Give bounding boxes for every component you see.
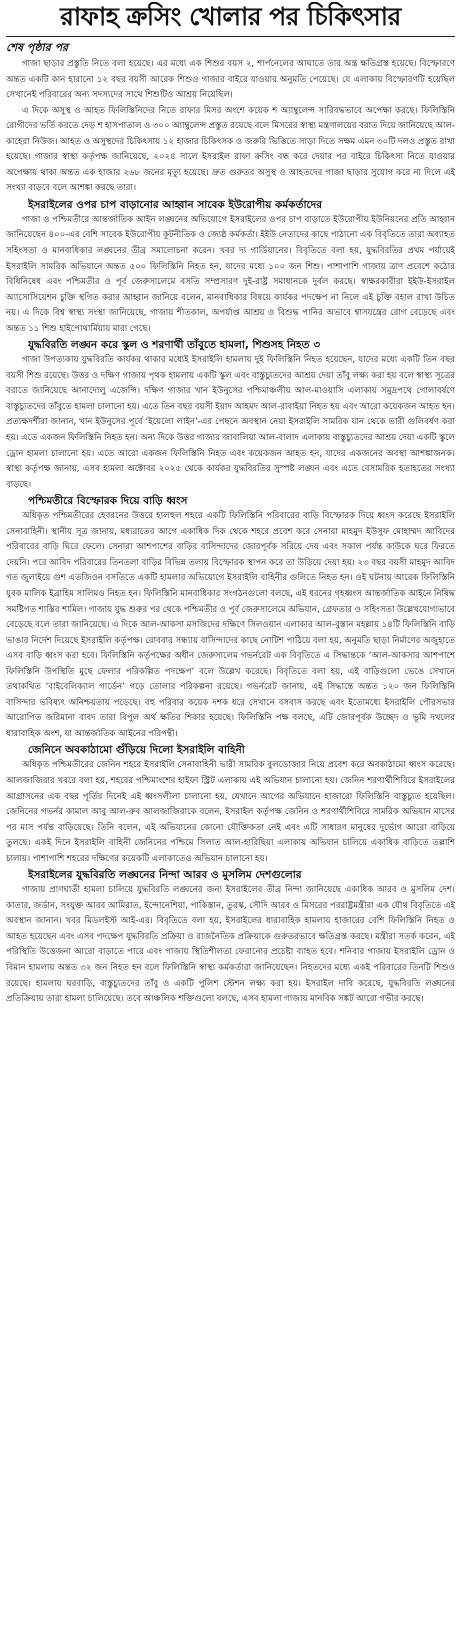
- article-paragraph: অধিকৃত পশ্চিমতীরের জেনিন শহরে ইসরাইলি সেনাবাহিনী ভারী সামরিক বুলডোজার নিয়ে প্রবেশ করে অবকাঠামো ধ্বংস করেছে। আলজাজিরার খবরে বলা হয়, শহরের পশ্চিমাংশের হাইফা স্ট্রিট এলাকায় এই অভিযান চালানো হয়। জেনিন শরণার্থীশিবিরে ইসরাইলের আগ্রাসনের এক বছর পূর্তির দিনেই এই ধ্বংসলীলা চালানো হয়, যেখানে আগের অভিযানে হাজারো ফিলিস্তিনি বাস্তুচ্যুত হয়েছিল। জেনিনের গভর্নর কামাল আবু আল-রুব আলজাজিরাকে বলেন, ইসরাইল কর্তৃপক্ষ জেনিন ও শরণার্থীশিবিরে সামরিক অভিযান মাসের পর মাস পর্যন্ত বাড়িয়েছে। তিনি বলেন, এই অভিযানের কোনো যৌক্তিকতা নেই এবং এটি সাধারণ মানুষের দুর্ভোগ আরো বাড়িয়ে তুলছে। একই দিনে ইসরাইলি বাহিনী জেনিনের পশ্চিমে সিলাত আল-হারিছিয়া এলাকায় অভিযান চালিয়ে একাধিক বাড়িতে তল্লাশি চালায়। পাশাপাশি শহরের দক্ষিণের কয়েকটি এলাকাতেও অভিযান চালানো হয়।: [6, 760, 455, 864]
- article-paragraph: গাজা উপত্যকায় যুদ্ধবিরতি কার্যকর থাকার মধ্যেই ইসরাইলি হামলায় দুই ফিলিস্তিনি নিহত হয়েছেন, যাদের মধ্যে একটি তিন বছর বয়সী শিশু রয়েছে। উত্তর ও দক্ষিণ গাজায় পৃথক হামলায় একটি স্কুল এবং বাস্তুচ্যুতদের আশ্রয় দেয়া তাঁবু লক্ষ্য করা হয় বলে স্বাস্থ্য সূত্রের বরাতে জানিয়েছে আনাদোলু এজেন্সি। দক্ষিণ গাজার খান ইউনুসের পশ্চিমাঞ্চলীয় আল-মাওয়াসি এলাকায় সমুদ্রপথে গোলাবর্ষণে বাস্তুচ্যুতদের তাঁবুতে হামলা চালানো হয়। এতে তিন বছর বয়সী ইয়াদ আহমদ আল-রাবাইয়া নিহত হয় এবং আরো কয়েকজন আহত হন। প্রত্যক্ষদর্শীরা জানান, খান ইউনুসের পূর্বে ‘ইয়েলো লাইন’-এর পেছনে অবস্থান নেয়া ইসরাইলি সামরিক যান থেকে ভারী গুলিবর্ষণ করা হয়। এতে একজন ফিলিস্তিনি নিহত হন। অন্য দিকে উত্তর গাজার জাবালিয়া আল-বালাদ এলাকায় বাস্তুচ্যুতদের আশ্রয় দেয়া একটি স্কুলে ড্রোন হামলা চালানো হয়। এতে আরো একজন ফিলিস্তিনি নিহত এবং কয়েকজন আহত হন, যাদের একজনের অবস্থা আশঙ্কাজনক। স্বাস্থ্য কর্তৃপক্ষ জানায়, এসব হামলা অক্টোবর ২০২৫ থেকে কার্যকর যুদ্ধবিরতির সুস্পষ্ট লঙ্ঘন এবং এতে বেসামরিক হতাহতের সংখ্যা বাড়ছে।: [6, 355, 455, 490]
- article-paragraph: এ দিকে অসুস্থ ও আহত ফিলিস্তিনিদের নিতে রাফার মিসর অংশে কয়েক শ অ্যাম্বুলেন্স সারিবদ্ধভাবে অপেক্ষা করছে। ফিলিস্তিনি রোগীদের ভর্তি করতে দেড় শ হাসপাতাল ও ৩০০ অ্যাম্বুলেন্স প্রস্তুত রয়েছে বলে মিসরের স্বাস্থ্য মন্ত্রণালয়ের বরাত দিয়ে জানিয়েছে আল-কাহেরা নিউজ। আহত ও অসুস্থদের চিকিৎসায় ১২ হাজার চিকিৎসক ও জরুরি ভিত্তিতে সাড়া দিতে সক্ষম এমন ৩০টি দলও প্রস্তুত রাখা হয়েছে। গাজার স্বাস্থ্য কর্তৃপক্ষ জানিয়েছে, ২০২৪ সালে ইসরাইল রাফা ক্রসিং বন্ধ করে দেয়ার পর বাইরে চিকিৎসা নিতে যাওয়ার অপেক্ষায় থাকা অন্তত এক হাজার ২৬৮ জনের মৃত্যু হয়েছে। দ্রুত গুরুতর অসুস্থ ও আহতদের গাজা ছাড়ার সুযোগ করে না দিলে এই সংখ্যা বাড়বে বলে আশঙ্কা করছে তারা।: [6, 105, 455, 194]
- section-heading: ইসরাইলের ওপর চাপ বাড়ানোর আহ্বান সাবেক ইউরোপীয় কর্মকর্তাদের: [28, 198, 322, 211]
- headline: রাফাহ ক্রসিং খোলার পর চিকিৎসার: [60, 2, 401, 31]
- article-paragraph: গাজায় প্রাণঘাতী হামলা চালিয়ে যুদ্ধবিরতি লঙ্ঘনের জন্য ইসরাইলের তীব্র নিন্দা জানিয়েছে একাধিক আরব ও মুসলিম দেশ। কাতার, জর্ডান, সংযুক্ত আরব আমিরাত, ইন্দোনেশিয়া, পাকিস্তান, তুরস্ক, সৌদি আরব ও মিসরের পররাষ্ট্রমন্ত্রীরা এক যৌথ বিবৃতিতে এই অবস্থান জানান। খবর মিডলইস্ট আই-এর। বিবৃতিতে বলা হয়, ইসরাইলের ধারাবাহিক হামলায় হাজারের বেশি ফিলিস্তিনি নিহত ও আহত হয়েছেন এবং এসব পদক্ষেপ যুদ্ধবিরতি প্রক্রিয়া ও রাজনৈতিক প্রক্রিয়াকে গুরুতরভাবে ক্ষতিগ্রস্ত করছে। মন্ত্রীরা সতর্ক করেন, এই পরিস্থিতি উত্তেজনা আরো বাড়াতে পারে এবং গাজায় স্থিতিশীলতা ফেরানোর প্রচেষ্টা ব্যাহত হবে। শনিবার গাজায় ইসরাইলি ড্রোন ও বিমান হামলায় অন্তত ৩২ জন নিহত হন বলে ফিলিস্তিনি স্বাস্থ্য কর্মকর্তারা জানিয়েছেন। নিহতদের মধ্যে একই পরিবারের তিনটি শিশুও রয়েছে। হামলায় ঘরবাড়ি, বাস্তুচ্যুতদের তাঁবু ও একটি পুলিশ স্টেশন লক্ষ্য করা হয়। ইসরাইল দাবি করেছে, যুদ্ধবিরতি লঙ্ঘনের প্রতিক্রিয়ায় তারা হামলা চালিয়েছে। তবে আঞ্চলিক শক্তিগুলো বলছে, এসব হামলা গাজায় মানবিক সঙ্কট আরো গভীর করছে।: [6, 885, 455, 1005]
- article-section-intro: [6, 57, 455, 197]
- article-paragraph: গাজা ছাড়ার প্রস্তুতি নিতে বলা হয়েছে। এর মধ্যে এক শিশুর বয়স ২, শার্পনেলের আঘাতে তার অন্ত্র ক্ষতিগ্রস্ত হয়েছে। বিস্ফোরণে অন্তত একটি কান হারানো ১২ বছর বয়সী আরেক শিশুও গাজার বাইরে যাওয়ার অনুমতি পেয়েছে। যে এলাকায় বিস্ফোরণটি হয়েছিল সেখানেই পরিবারের অন্য সদস্যদের সাথে শিশুটিও আশ্রয় নিয়েছিল।: [6, 59, 455, 101]
- section-heading: ইসরাইলের যুদ্ধবিরতি লঙ্ঘনের নিন্দা আরব ও মুসলিম দেশগুলোর: [28, 869, 302, 882]
- section-heading: যুদ্ধবিরতি লঙ্ঘন করে স্কুল ও শরণার্থী তাঁবুতে হামলা, শিশুসহ নিহত ৩: [28, 339, 321, 352]
- continued-from-label: শেষ পৃষ্ঠার পর: [6, 41, 69, 54]
- article-section-jenin: [6, 743, 455, 867]
- article-section-arab-condemnation: [6, 868, 455, 1007]
- section-heading: পশ্চিমতীরে বিস্ফোরক দিয়ে বাড়ি ধ্বংস: [28, 495, 188, 508]
- article-section-west-bank-demolition: [6, 494, 455, 742]
- article-paragraph: গাজা ও পশ্চিমতীরে আন্তর্জাতিক আইন লঙ্ঘনের অভিযোগে ইসরাইলের ওপর চাপ বাড়াতে ইউরোপীয় ইউনিয়নের প্রতি আহ্বান জানিয়েছেন ৪০০-এর বেশি সাবেক ইউরোপীয় কূটনীতিক ও জ্যেষ্ঠ কর্মকর্তা। ইইউ নেতাদের কাছে পাঠানো এক বিবৃতিতে তারা অব্যাহত সহিংসতা ও মানবাধিকার লঙ্ঘনের তীব্র সমালোচনা করেন। খবর দ্য গার্ডিয়ানের। বিবৃতিতে বলা হয়, যুদ্ধবিরতির প্রথম পর্যায়েই ইসরাইলি সামরিক অভিযানে অন্তত ৫০০ ফিলিস্তিনি নিহত হন, যাদের মধ্যে ১০০ জন শিশু। পাশাপাশি গাজায় ত্রাণ প্রবেশে কঠোর বিধিনিষেধ এবং পশ্চিমতীর ও পূর্ব জেরুসালেমে বসতি সম্প্রসারণ দুই-রাষ্ট্র সমাধানকে দুর্বল করছে। স্বাক্ষরকারীরা ইইউ-ইসরাইল অ্যাসোসিয়েশন চুক্তি স্থগিত করার আহ্বান জানিয়ে বলেন, মানবাধিকার বিষয়ে কার্যকর পদক্ষেপ না নিলে এই চুক্তি বহাল রাখা উচিত নয়। এ দিকে বিশ্ব স্বাস্থ্য সংস্থা জানিয়েছে, গাজায় শীতকাল, অপর্যাপ্ত আশ্রয় ও বিশুদ্ধ পানির অভাবে শ্বাসযন্ত্রের রোগ বেড়েছে এবং অন্তত ১১ শিশু হাইপোথার্মিয়ায় মারা গেছে।: [6, 214, 455, 334]
- article-section-eu-officials: [6, 198, 455, 337]
- article-section-ceasefire-violation: [6, 338, 455, 493]
- article-paragraph: অধিকৃত পশ্চিমতীরের হেবরনের উত্তরে হালহুল শহরে একটি ফিলিস্তিনি পরিবারের বাড়ি বিস্ফোরক দিয়ে ধ্বংস করেছে ইসরাইলি সেনাবাহিনী। স্থানীয় সূত্র জানায়, মধ্যরাতের আগে একাধিক দিক থেকে শহরে প্রবেশ করে সেনারা মাহমুদ ইউসুফ মোহাম্মদ আবিদের পরিবারের বাড়ি ঘিরে ফেলে। সেনারা আশপাশের বাড়ির বাসিন্দাদের জোরপূর্বক সরিয়ে দেয় এবং সকাল পর্যন্ত কাউকে ঘরে ফিরতে দেয়নি। পরে আবিদ পরিবারের তিনতলা বাড়ির বিভিন্ন তলায় বিস্ফোরক স্থাপন করে তা উড়িয়ে দেয়া হয়। ২৩ বছর বয়সী মাহমুদ আবিদ গত জুলাইয়ে গুশ এতজিওন বসতিতে একটি হামলার অভিযোগে ইসরাইলি বাহিনীর গুলিতে নিহত হন। ওই ঘটনায় আরেক ফিলিস্তিনি যুবক মালিক ইব্রাহিম সালিমও নিহত হন। ফিলিস্তিনি মানবাধিকার সংগঠনগুলো বলছে, এই ধরনের গৃহধ্বংস আন্তর্জাতিক আইনে নিষিদ্ধ সমষ্টিগত শাস্তির শামিল। গাজায় যুদ্ধ শুরুর পর থেকে পশ্চিমতীর ও পূর্ব জেরুসালেমে অভিযান, গ্রেফতার ও সহিংসতা উল্লেখযোগ্যভাবে বেড়েছে বলে তারা জানিয়েছে। এ দিকে আল-আকসা মসজিদের দক্ষিণে সিলওয়ান এলাকার আল-বুস্তান মহল্লায় ১৪টি ফিলিস্তিনি বাড়ি ভাঙার নির্দেশ দিয়েছে ইসরাইলি কর্তৃপক্ষ। রোববার সন্ধ্যায় বাসিন্দাদের কাছে নোটিশ পাঠিয়ে বলা হয়, অনুমতি ছাড়া নির্মাণের অজুহাতে এসব বাড়ি ধ্বংস করা হবে। ফিলিস্তিনি কর্তৃপক্ষের অধীন জেরুসালেম গভর্নরেট এক বিবৃতিতে এ সিদ্ধান্তকে ‘আল-আকসার আশপাশে ফিলিস্তিনি উপস্থিতি মুছে ফেলার পরিকল্পিত পদক্ষেপ’ বলে উল্লেখ করেছে। বিবৃতিতে বলা হয়, এই বাড়িগুলো ভেঙে সেখানে তথাকথিত ‘বাইবেলিক্যাল গার্ডেন’ গড়ে তোলার পরিকল্পনা রয়েছে। গভর্নরেট জানায়, এই সিদ্ধান্তে অন্তত ১২০ জন ফিলিস্তিনি বাসিন্দার ভবিষ্যৎ অনিশ্চয়তায় পড়েছে। বহু পরিবার কয়েক দশক ধরে সেখানে বসবাস করছে এবং ইতোমধ্যে ইসরাইলি পৌরসভার আরোপিত জরিমানা বাবদ তারা বিপুল অর্থ ক্ষতির শিকার হয়েছে। ফিলিস্তিনি পক্ষ বলছে, এটি জোরপূর্বক উচ্ছেদ ও ভূমি দখলের ধারাবাহিক অংশ, যা আন্তর্জাতিক আইনের পরিপন্থী।: [6, 511, 455, 739]
- headline-divider: [6, 36, 455, 37]
- section-heading: জেনিনে অবকাঠামো গুঁড়িয়ে দিলো ইসরাইলি বাহিনী: [28, 744, 245, 757]
